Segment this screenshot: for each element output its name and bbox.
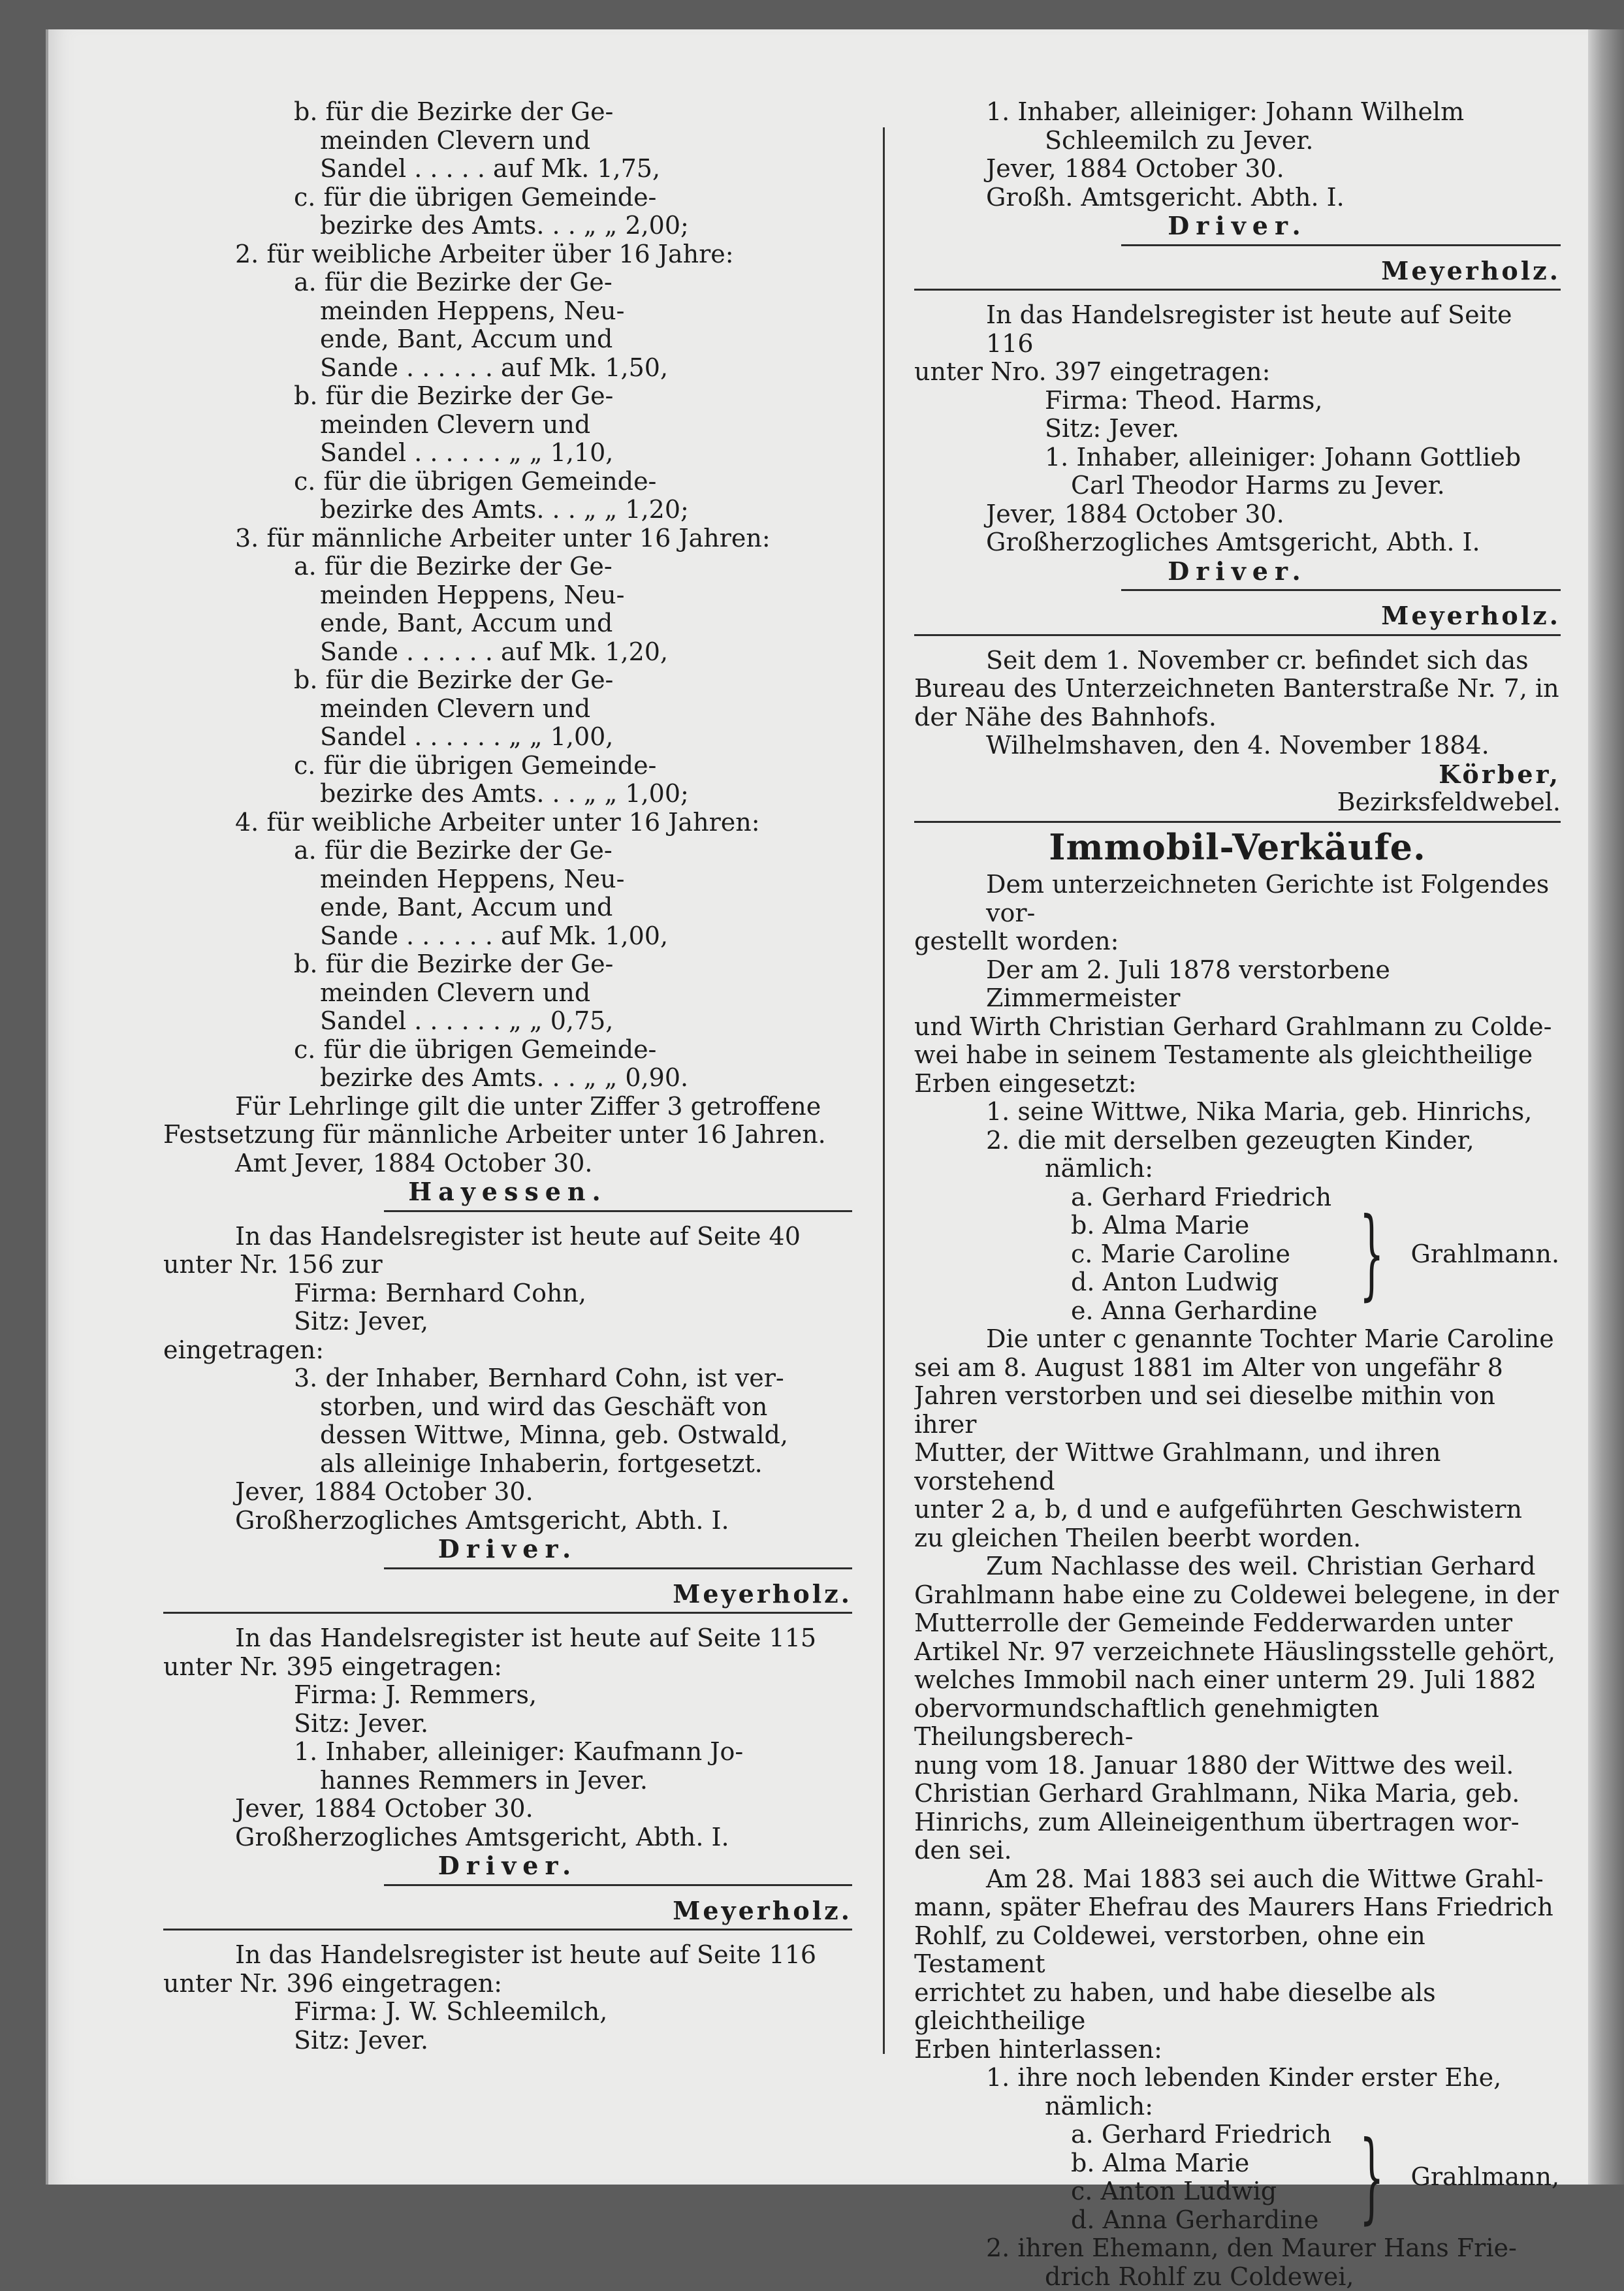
separator-rule	[384, 1884, 852, 1886]
text-line: ende, Bant, Accum und	[163, 893, 852, 922]
register-entry-schleemilch-cont	[914, 98, 1561, 212]
text-line: c. für die übrigen Gemeinde-	[163, 468, 852, 496]
text-line: drich Rohlf zu Coldewei,	[914, 2263, 1561, 2291]
signature-driver: Driver.	[163, 1535, 852, 1563]
heir-name: c. Anton Ludwig	[1071, 2177, 1331, 2206]
column-divider	[883, 127, 885, 2054]
signature-title: Bezirksfeldwebel.	[914, 788, 1561, 817]
text-line: sei am 8. August 1881 im Alter von ungefähr 8	[914, 1354, 1561, 1383]
estate-notice	[914, 871, 1561, 2291]
text-line: wei habe in seinem Testamente als gleichtheilige	[914, 1041, 1561, 1070]
bureau-notice	[914, 647, 1561, 760]
text-line: 2. die mit derselben gezeugten Kinder,	[914, 1127, 1561, 1155]
text-line: Die unter c genannte Tochter Marie Caroline	[914, 1325, 1561, 1354]
text-line: bezirke des Amts. . . „ „ 0,90.	[163, 1064, 852, 1093]
text-line: Der am 2. Juli 1878 verstorbene Zimmermeister	[914, 956, 1561, 1013]
text-line: hannes Remmers in Jever.	[163, 1767, 852, 1795]
text-line: 1. ihre noch lebenden Kinder erster Ehe,	[914, 2064, 1561, 2092]
text-line: meinden Clevern und	[163, 127, 852, 155]
text-line: 3. für männliche Arbeiter unter 16 Jahren:	[163, 524, 852, 553]
family-name: Grahlmann,	[1411, 2163, 1560, 2192]
text-line: Für Lehrlinge gilt die unter Ziffer 3 getroffene	[163, 1093, 852, 1121]
signature-meyerholz: Meyerholz.	[914, 257, 1561, 285]
text-line: ende, Bant, Accum und	[163, 609, 852, 638]
text-line: unter Nr. 395 eingetragen:	[163, 1653, 852, 1682]
separator-rule	[914, 289, 1561, 291]
text-line: der Nähe des Bahnhofs.	[914, 703, 1561, 732]
text-line: In das Handelsregister ist heute auf Seite 116	[163, 1941, 852, 1970]
text-line: Bureau des Unterzeichneten Banterstraße Nr. 7, in	[914, 675, 1561, 703]
section-heading: Immobil-Verkäufe.	[914, 833, 1561, 862]
heirs-group-2	[914, 2121, 1561, 2234]
text-line: Sandel . . . . . . „ „ 1,00,	[163, 723, 852, 752]
page-edge	[1588, 29, 1624, 2185]
heirs-names	[914, 1183, 1331, 1326]
heirs-group-1	[914, 1183, 1561, 1326]
text-line: Rohlf, zu Coldewei, verstorben, ohne ein Testament	[914, 1922, 1561, 1979]
text-line: Seit dem 1. November cr. befindet sich das	[914, 647, 1561, 675]
text-line: bezirke des Amts. . . „ „ 1,20;	[163, 496, 852, 524]
text-line: meinden Clevern und	[163, 411, 852, 440]
text-line: Sande . . . . . . auf Mk. 1,00,	[163, 922, 852, 951]
text-line: Wilhelmshaven, den 4. November 1884.	[914, 731, 1561, 760]
separator-rule	[163, 1612, 852, 1614]
text-line: In das Handelsregister ist heute auf Seite 40	[163, 1223, 852, 1251]
text-line: Sande . . . . . . auf Mk. 1,50,	[163, 354, 852, 383]
text-line: Sitz: Jever.	[163, 1710, 852, 1738]
text-line: meinden Heppens, Neu-	[163, 297, 852, 326]
register-entry-remmers	[163, 1624, 852, 1851]
text-line: Mutterrolle der Gemeinde Fedderwarden unter	[914, 1609, 1561, 1638]
text-line: Hinrichs, zum Alleineigenthum übertragen wor-	[914, 1808, 1561, 1837]
text-line: b. für die Bezirke der Ge-	[163, 98, 852, 127]
text-line: In das Handelsregister ist heute auf Seite 116	[914, 301, 1561, 358]
text-line: 4. für weibliche Arbeiter unter 16 Jahren:	[163, 809, 852, 837]
text-line: bezirke des Amts. . . „ „ 2,00;	[163, 212, 852, 240]
register-entry-cohn	[163, 1223, 852, 1535]
signature-driver: Driver.	[914, 557, 1561, 586]
heir-name: d. Anton Ludwig	[1071, 1268, 1331, 1297]
text-line: Erben hinterlassen:	[914, 2036, 1561, 2064]
text-line: meinden Clevern und	[163, 979, 852, 1008]
text-line: Sitz: Jever,	[163, 1307, 852, 1336]
heir-name: e. Anna Gerhardine	[1071, 1297, 1331, 1326]
text-line: den sei.	[914, 1836, 1561, 1865]
text-line: Schleemilch zu Jever.	[914, 127, 1561, 155]
text-line: Carl Theodor Harms zu Jever.	[914, 472, 1561, 500]
signature-driver: Driver.	[163, 1851, 852, 1880]
text-line: Sande . . . . . . auf Mk. 1,20,	[163, 638, 852, 667]
text-line: meinden Heppens, Neu-	[163, 581, 852, 610]
text-line: Artikel Nr. 97 verzeichnete Häuslingsstelle gehört,	[914, 1638, 1561, 1667]
text-line: ende, Bant, Accum und	[163, 325, 852, 354]
text-line: Firma: Theod. Harms,	[914, 387, 1561, 415]
heir-name: a. Gerhard Friedrich	[1071, 2121, 1331, 2149]
text-line: unter 2 a, b, d und e aufgeführten Geschwistern	[914, 1496, 1561, 1524]
text-line: unter Nr. 156 zur	[163, 1251, 852, 1279]
register-entry-harms	[914, 301, 1561, 557]
text-line: Jever, 1884 October 30.	[163, 1795, 852, 1823]
signature-meyerholz: Meyerholz.	[163, 1580, 852, 1609]
text-line: b. für die Bezirke der Ge-	[163, 382, 852, 411]
text-line: a. für die Bezirke der Ge-	[163, 553, 852, 581]
text-line: nämlich:	[914, 1155, 1561, 1183]
text-line: Sitz: Jever.	[914, 415, 1561, 443]
separator-rule	[384, 1210, 852, 1212]
text-line: 3. der Inhaber, Bernhard Cohn, ist ver-	[163, 1364, 852, 1393]
text-line: Jever, 1884 October 30.	[163, 1478, 852, 1507]
text-line: Sitz: Jever.	[163, 2027, 852, 2055]
text-line: nung vom 18. Januar 1880 der Wittwe des weil.	[914, 1752, 1561, 1780]
text-line: obervormundschaftlich genehmigten Theilungsberech-	[914, 1695, 1561, 1752]
text-line: meinden Heppens, Neu-	[163, 865, 852, 894]
text-line: Grahlmann habe eine zu Coldewei belegene, in der	[914, 1581, 1561, 1610]
text-line: zu gleichen Theilen beerbt worden.	[914, 1524, 1561, 1553]
text-line: 1. Inhaber, alleiniger: Johann Gottlieb	[914, 443, 1561, 472]
text-line: a. für die Bezirke der Ge-	[163, 268, 852, 297]
separator-rule	[1121, 589, 1561, 591]
text-line: Amt Jever, 1884 October 30.	[163, 1149, 852, 1178]
heir-name: d. Anna Gerhardine	[1071, 2206, 1331, 2235]
separator-rule	[914, 634, 1561, 636]
heir-name: b. Alma Marie	[1071, 2149, 1331, 2178]
text-line: bezirke des Amts. . . „ „ 1,00;	[163, 780, 852, 809]
text-line: Jever, 1884 October 30.	[914, 500, 1561, 529]
text-line: und Wirth Christian Gerhard Grahlmann zu Colde-	[914, 1013, 1561, 1042]
signature-koerber: Körber,	[914, 760, 1561, 789]
text-line: mann, später Ehefrau des Maurers Hans Friedrich	[914, 1893, 1561, 1922]
text-line: unter Nro. 397 eingetragen:	[914, 358, 1561, 387]
separator-rule	[384, 1567, 852, 1569]
register-entry-schleemilch	[163, 1941, 852, 2055]
text-line: Zum Nachlasse des weil. Christian Gerhard	[914, 1552, 1561, 1581]
separator-rule	[914, 821, 1561, 823]
text-line: b. für die Bezirke der Ge-	[163, 950, 852, 979]
signature-meyerholz: Meyerholz.	[163, 1897, 852, 1925]
heir-name: c. Marie Caroline	[1071, 1240, 1331, 1269]
separator-rule	[163, 1929, 852, 1931]
text-line: Dem unterzeichneten Gerichte ist Folgendes vor-	[914, 871, 1561, 927]
text-line: welches Immobil nach einer unterm 29. Juli 1882	[914, 1666, 1561, 1695]
text-line: meinden Clevern und	[163, 695, 852, 724]
text-line: b. für die Bezirke der Ge-	[163, 666, 852, 695]
text-line: Großh. Amtsgericht. Abth. I.	[914, 184, 1561, 212]
text-line: In das Handelsregister ist heute auf Seite 115	[163, 1624, 852, 1653]
text-line: nämlich:	[914, 2092, 1561, 2121]
signature-driver: Driver.	[914, 212, 1561, 240]
text-line: a. für die Bezirke der Ge-	[163, 837, 852, 865]
text-line: Firma: J. Remmers,	[163, 1681, 852, 1710]
brace-icon: }	[1360, 1205, 1384, 1303]
text-line: Firma: Bernhard Cohn,	[163, 1279, 852, 1308]
text-line: als alleinige Inhaberin, fortgesetzt.	[163, 1450, 852, 1479]
text-line: Sandel . . . . . auf Mk. 1,75,	[163, 155, 852, 184]
text-line: Sandel . . . . . . „ „ 0,75,	[163, 1007, 852, 1036]
heir-name: a. Gerhard Friedrich	[1071, 1183, 1331, 1212]
text-line: Am 28. Mai 1883 sei auch die Wittwe Grahl-	[914, 1865, 1561, 1894]
text-line: 1. Inhaber, alleiniger: Kaufmann Jo-	[163, 1738, 852, 1767]
right-column	[914, 98, 1561, 2291]
text-line: c. für die übrigen Gemeinde-	[163, 752, 852, 780]
text-line: Festsetzung für männliche Arbeiter unter 16 Jahren.	[163, 1121, 852, 1149]
text-line: Großherzogliches Amtsgericht, Abth. I.	[163, 1507, 852, 1535]
brace-icon: }	[1360, 2128, 1384, 2226]
text-line: c. für die übrigen Gemeinde-	[163, 184, 852, 212]
text-line: 2. ihren Ehemann, den Maurer Hans Frie-	[914, 2234, 1561, 2263]
text-line: errichtet zu haben, und habe dieselbe als gleichtheilige	[914, 1979, 1561, 2036]
text-line: Erben eingesetzt:	[914, 1070, 1561, 1098]
text-line: c. für die übrigen Gemeinde-	[163, 1036, 852, 1065]
text-line: storben, und wird das Geschäft von	[163, 1393, 852, 1422]
text-line: Jever, 1884 October 30.	[914, 155, 1561, 184]
left-column	[163, 98, 852, 2055]
text-line: Christian Gerhard Grahlmann, Nika Maria, geb.	[914, 1780, 1561, 1808]
text-line: Großherzogliches Amtsgericht, Abth. I.	[163, 1823, 852, 1852]
text-line: gestellt worden:	[914, 927, 1561, 956]
text-line: unter Nr. 396 eingetragen:	[163, 1970, 852, 1998]
text-line: 1. seine Wittwe, Nika Maria, geb. Hinrichs,	[914, 1098, 1561, 1127]
text-line: 1. Inhaber, alleiniger: Johann Wilhelm	[914, 98, 1561, 127]
heirs-names	[914, 2121, 1331, 2234]
text-line: Jahren verstorben und sei dieselbe mithin von ihrer	[914, 1382, 1561, 1439]
family-name: Grahlmann.	[1411, 1240, 1560, 1269]
separator-rule	[1121, 244, 1561, 246]
text-line: Mutter, der Wittwe Grahlmann, und ihren vorstehend	[914, 1439, 1561, 1496]
heir-name: b. Alma Marie	[1071, 1211, 1331, 1240]
text-line: eingetragen:	[163, 1336, 852, 1365]
wage-rates-block	[163, 98, 852, 1178]
text-line: Firma: J. W. Schleemilch,	[163, 1998, 852, 2027]
signature-hayessen: Hayessen.	[163, 1178, 852, 1206]
text-line: 2. für weibliche Arbeiter über 16 Jahre:	[163, 240, 852, 269]
text-line: Großherzogliches Amtsgericht, Abth. I.	[914, 528, 1561, 557]
text-line: Sandel . . . . . . „ „ 1,10,	[163, 439, 852, 468]
text-line: dessen Wittwe, Minna, geb. Ostwald,	[163, 1421, 852, 1450]
signature-meyerholz: Meyerholz.	[914, 601, 1561, 630]
